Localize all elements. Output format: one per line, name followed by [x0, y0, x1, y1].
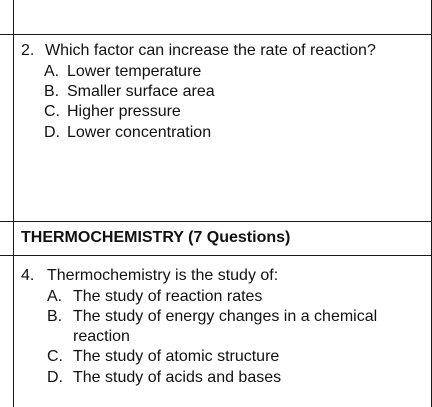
option-letter: C. — [47, 348, 63, 365]
table-top-border — [0, 34, 432, 35]
option-text: The study of reaction rates — [73, 288, 263, 305]
option-text: Higher pressure — [67, 103, 181, 120]
option-letter: D. — [44, 124, 60, 141]
question-number: 2. — [21, 42, 35, 59]
option-letter: B. — [47, 308, 63, 325]
option-text: The study of atomic structure — [73, 348, 280, 365]
option-text: The study of energy changes in a chemical — [73, 308, 378, 325]
option-letter: A. — [44, 63, 60, 80]
option-text: Smaller surface area — [67, 83, 215, 100]
row-divider-q2 — [0, 221, 432, 222]
option-letter: B. — [44, 83, 60, 100]
question-text: Which factor can increase the rate of reaction? — [45, 42, 376, 59]
option-letter: C. — [44, 103, 60, 120]
question-number: 4. — [21, 267, 35, 284]
option-text: Lower temperature — [67, 63, 202, 80]
option-letter: A. — [47, 288, 63, 305]
row-divider-section — [0, 255, 432, 256]
option-text: Lower concentration — [67, 124, 212, 141]
option-text: The study of acids and bases — [73, 369, 282, 386]
table-left-border — [13, 0, 14, 407]
option-letter: D. — [47, 369, 63, 386]
section-heading: THERMOCHEMISTRY (7 Questions) — [21, 229, 291, 246]
question-text: Thermochemistry is the study of: — [47, 267, 279, 284]
option-text-continued: reaction — [73, 328, 130, 345]
